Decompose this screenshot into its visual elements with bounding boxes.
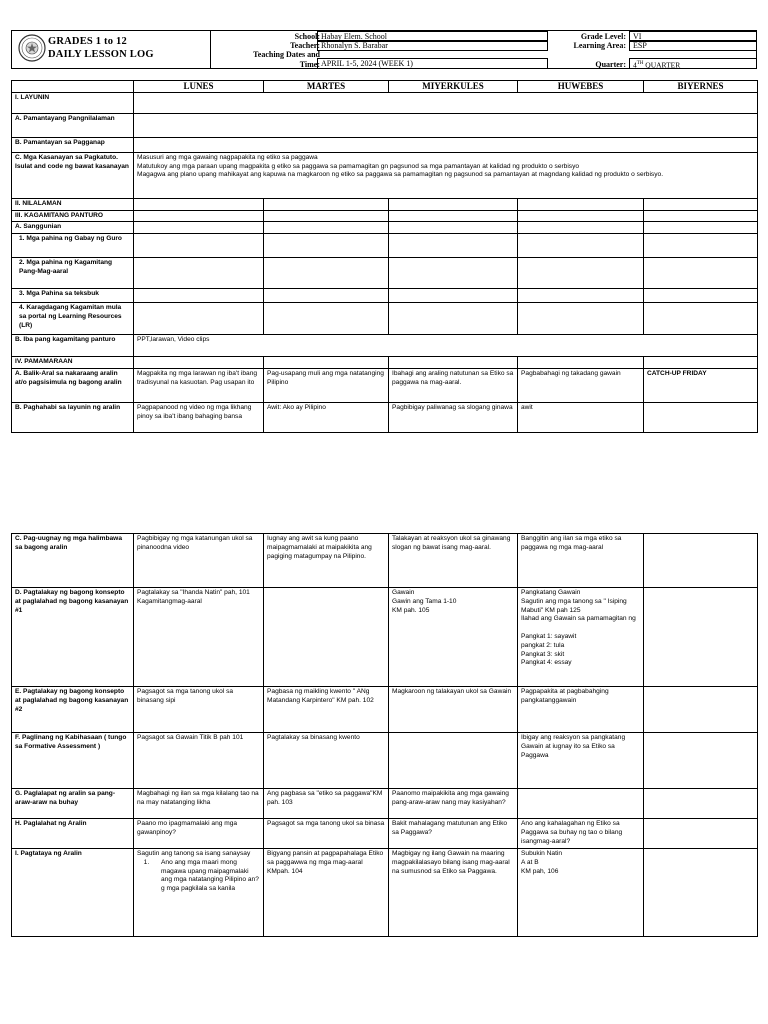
- paglalapat-miyerkules: Paanomo maipakikita ang mga gawaing pang-araw-araw nang may kasiyahan?: [389, 789, 518, 819]
- school-label: School:: [294, 32, 320, 41]
- row-label-teksbuk: 3. Mga Pahina sa teksbuk: [12, 289, 134, 303]
- lesson-table-part2: [11, 533, 758, 937]
- cell-lunes: [134, 234, 264, 258]
- table-row-pag-uugnay: [12, 534, 758, 588]
- cell-lunes: [134, 222, 264, 234]
- pagtataya-lunes-intro: Sagutin ang tanong sa isang sanaysay: [137, 850, 251, 857]
- table-row-nilalaman: [12, 198, 758, 210]
- cell-huwebes: [518, 198, 644, 210]
- cell-biyernes: [644, 234, 758, 258]
- cell-lunes: [134, 210, 264, 222]
- cell-martes: [264, 303, 389, 335]
- paglinang-huwebes: Ibigay ang reaksyon sa pangkatang Gawain at iugnay ito sa Etiko sa Paggawa: [518, 733, 644, 789]
- pagtataya-martes: Bigyang pansin at pagpapahalaga Etiko sa paggawwa ng mga mag-aaral KMpah. 104: [264, 849, 389, 937]
- row-label-paglalapat: G. Paglalapat ng aralin sa pang-araw-araw na buhay: [12, 789, 134, 819]
- cell-biyernes: [644, 849, 758, 937]
- cell-martes: [264, 357, 389, 369]
- pagtalakay2-huwebes: Pagpapakita at pagbabahging pangkatanggawain: [518, 687, 644, 733]
- row-label-balik-aral: A. Balik-Aral sa nakaraang aralin at/o pagsisimula ng bagong aralin: [12, 368, 134, 402]
- table-row-gabay: [12, 234, 758, 258]
- cell-biyernes: [644, 789, 758, 819]
- paghahabi-huwebes: awit: [518, 402, 644, 432]
- cell-huwebes: [518, 222, 644, 234]
- cell-biyernes: [644, 222, 758, 234]
- cell-huwebes: [518, 289, 644, 303]
- cell-martes: [264, 210, 389, 222]
- cell-martes: [264, 258, 389, 289]
- table-row-karagdagang: [12, 303, 758, 335]
- cell-biyernes: [644, 289, 758, 303]
- cell-huwebes: [518, 789, 644, 819]
- cell-biyernes: [644, 588, 758, 687]
- row-label-iba-pang: B. Iba pang kagamitang panturo: [12, 335, 134, 357]
- header-box: [11, 30, 757, 69]
- quarter-label: Quarter:: [595, 60, 626, 69]
- row-label-pagganap: B. Pamantayan sa Pagganap: [12, 137, 134, 152]
- table-row-pamamaraan: [12, 357, 758, 369]
- cell-biyernes: [644, 303, 758, 335]
- balik-aral-miyerkules: Ibahagi ang araling natutunan sa Etiko sa paggawa na mag-aaral.: [389, 368, 518, 402]
- day-header-miyerkules: MIYERKULES: [389, 81, 518, 93]
- pangnilalaman-cell: [134, 113, 758, 137]
- pagtataya-lunes: [134, 849, 264, 937]
- cell-miyerkules: [389, 258, 518, 289]
- balik-aral-lunes: Magpakita ng mga larawan ng iba't ibang tradisyunal na kasuotan. Pag usapan ito: [134, 368, 264, 402]
- cell-biyernes: [644, 687, 758, 733]
- paglinang-martes: Pagtalakay sa binasang kwento: [264, 733, 389, 789]
- table-row-teksbuk: [12, 289, 758, 303]
- day-header-row: [12, 81, 758, 93]
- row-label-pamamaraan: IV. PAMAMARAAN: [12, 357, 134, 369]
- teacher-label: Teacher:: [290, 41, 320, 50]
- paglalahat-miyerkules: Bakit mahalagang matutunan ang Etiko sa Paggawa?: [389, 819, 518, 849]
- form-title-line2: DAILY LESSON LOG: [48, 49, 154, 60]
- row-label-pagtataya: I. Pagtataya ng Aralin: [12, 849, 134, 937]
- cell-lunes: [134, 289, 264, 303]
- grade-level-label: Grade Level:: [580, 32, 626, 41]
- table-row-pangnilalaman: [12, 113, 758, 137]
- table-row-pagtalakay2: [12, 687, 758, 733]
- logo-cell: [12, 31, 211, 68]
- day-header-biyernes: BIYERNES: [644, 81, 758, 93]
- table-row-pagganap: [12, 137, 758, 152]
- row-label-nilalaman: II. NILALAMAN: [12, 198, 134, 210]
- cell-martes: [264, 198, 389, 210]
- pagtataya-lunes-item: 1. Ano ang mga maari mong magawa upang maipagmalaki ang mga natatanging Pilipino an?g mga pagkilala sa kanila: [151, 859, 260, 894]
- day-header-martes: MARTES: [264, 81, 389, 93]
- cell-martes: [264, 234, 389, 258]
- cell-huwebes: [518, 303, 644, 335]
- cell-lunes: [134, 357, 264, 369]
- pagtataya-miyerkules: Magbigay ng ilang Gawain na maaring magpakilalasayo bilang isang mag-aaral na sumusnod sa Etiko sa Paggawa.: [389, 849, 518, 937]
- cell-lunes: [134, 303, 264, 335]
- cell-biyernes: [644, 733, 758, 789]
- day-header-blank: [12, 81, 134, 93]
- pagtalakay1-huwebes: Pangkatang Gawain Sagutin ang mga tanong sa " Isiping Mabuti" KM pah 125 Ilahad ang Gawain sa pamamagitan ng Pangkat 1: sayawit pangkat 2: tula Pangkat 3: skit Pangkat 4: essay: [518, 588, 644, 687]
- pagganap-cell: [134, 137, 758, 152]
- paglalahat-martes: Pagsagot sa mga tanong ukol sa binasa: [264, 819, 389, 849]
- cell-biyernes: [644, 357, 758, 369]
- lesson-table-part1: [11, 80, 758, 433]
- row-label-pang-mag-aaral: 2. Mga pahina ng Kagamitang Pang-Mag-aaral: [12, 258, 134, 289]
- row-label-paglinang: F. Paglinang ng Kabihasaan ( tungo sa Formative Assessment ): [12, 733, 134, 789]
- pagtalakay1-lunes: Pagtalakay sa "Ihanda Natin" pah, 101 Kagamitangmag-aaral: [134, 588, 264, 687]
- quarter-suffix: TH: [636, 61, 644, 66]
- quarter-text: QUARTER: [643, 60, 681, 70]
- paghahabi-martes: Awit: Ako ay Pilipino: [264, 402, 389, 432]
- row-label-paghahabi: B. Paghahabi sa layunin ng aralin: [12, 402, 134, 432]
- paghahabi-lunes: Pagpapanood ng video ng mga likhang pinoy sa iba't ibang bahaging bansa: [134, 402, 264, 432]
- kasanayan-cell: Masusuri ang mga gawaing nagpapakita ng etiko sa paggawa Matutukoy ang mga paraan upang magpakita g etiko sa paggawa sa pamamagitan gn pagsunod sa mga pamantayan at kalidad ng produkto o serbisyo Magagwa ang plano upang mahikayat ang kapuwa na magkaroon ng etiko sa paggawa sa pamamagitan ng pagsunod sa pamantayan at magndang kalidad ng produkto o serbisyo.: [134, 152, 758, 198]
- cell-miyerkules: [389, 733, 518, 789]
- cell-lunes: [134, 258, 264, 289]
- cell-biyernes: [644, 402, 758, 432]
- cell-biyernes: [644, 258, 758, 289]
- pagtalakay1-miyerkules: Gawain Gawin ang Tama 1-10 KM pah. 105: [389, 588, 518, 687]
- cell-huwebes: [518, 210, 644, 222]
- quarter-value: [629, 58, 757, 69]
- deped-seal-icon: [18, 34, 46, 62]
- row-label-karagdagang: 4. Karagdagang Kagamitan mula sa portal ng Learning Resources (LR): [12, 303, 134, 335]
- cell-martes: [264, 588, 389, 687]
- table-row-layunin: [12, 92, 758, 113]
- cell-miyerkules: [389, 234, 518, 258]
- grade-level-value: VI: [629, 31, 757, 42]
- learning-area-label: Learning Area:: [573, 41, 626, 50]
- teaching-dates-label-line1: Teaching Dates and: [253, 50, 320, 59]
- pag-uugnay-miyerkules: Talakayan at reaksyon ukol sa ginawang slogan ng bawat isang mag-aaral.: [389, 534, 518, 588]
- school-value: Habay Elem. School: [317, 31, 548, 42]
- paglalahat-lunes: Paano mo ipagmamalaki ang mga gawanpinoy?: [134, 819, 264, 849]
- day-header-huwebes: HUWEBES: [518, 81, 644, 93]
- cell-martes: [264, 289, 389, 303]
- day-header-lunes: LUNES: [134, 81, 264, 93]
- table-row-sanggunian: [12, 222, 758, 234]
- teacher-value: Rhonalyn S. Barabar: [317, 40, 548, 51]
- pagtalakay2-martes: Pagbasa ng maikling kwento " ANg Matandang Karpintero" KM pah. 102: [264, 687, 389, 733]
- cell-miyerkules: [389, 357, 518, 369]
- cell-biyernes: [644, 819, 758, 849]
- cell-huwebes: [518, 234, 644, 258]
- table-row-pagtalakay1: [12, 588, 758, 687]
- cell-miyerkules: [389, 303, 518, 335]
- cell-biyernes: [644, 534, 758, 588]
- row-label-paglalahat: H. Paglalahat ng Aralin: [12, 819, 134, 849]
- table-row-paglinang: [12, 733, 758, 789]
- paglalahat-huwebes: Ano ang kahalagahan ng Etiko sa Paggawa sa buhay ng tao o bilang isangmag-aaral?: [518, 819, 644, 849]
- cell-miyerkules: [389, 222, 518, 234]
- cell-miyerkules: [389, 198, 518, 210]
- cell-lunes: [134, 198, 264, 210]
- cell-miyerkules: [389, 289, 518, 303]
- quarter-number: 4: [633, 60, 637, 70]
- table-row-iba-pang: [12, 335, 758, 357]
- iba-pang-cell: PPT,larawan, Video clips: [134, 335, 758, 357]
- paglalapat-lunes: Magbahagi ng ilan sa mga kilalang tao na na may natatanging likha: [134, 789, 264, 819]
- row-label-sanggunian: A. Sanggunian: [12, 222, 134, 234]
- row-label-pagtalakay2: E. Pagtalakay ng bagong konsepto at paglalahad ng bagong kasanayan #2: [12, 687, 134, 733]
- table-row-paglalapat: [12, 789, 758, 819]
- row-label-pagtalakay1: D. Pagtalakay ng bagong konsepto at paglalahad ng bagong kasanayan #1: [12, 588, 134, 687]
- balik-aral-huwebes: Pagbabahagi ng takadang gawain: [518, 368, 644, 402]
- row-label-pangnilalaman: A. Pamantayang Pangnilalaman: [12, 113, 134, 137]
- paghahabi-miyerkules: Pagbibigay paliwanag sa slogang ginawa: [389, 402, 518, 432]
- pagtataya-huwebes: Subukin Natin A at B KM pah, 106: [518, 849, 644, 937]
- paglinang-lunes: Pagsagot sa Gawain Titik B pah 101: [134, 733, 264, 789]
- layunin-cell: [134, 92, 758, 113]
- table-row-balik-aral: [12, 368, 758, 402]
- table-row-pagtataya: [12, 849, 758, 937]
- cell-biyernes: [644, 198, 758, 210]
- pag-uugnay-huwebes: Banggitin ang ilan sa mga etiko sa paggawa ng mga mag-aaral: [518, 534, 644, 588]
- cell-huwebes: [518, 357, 644, 369]
- balik-aral-biyernes: CATCH-UP FRIDAY: [644, 368, 758, 402]
- table-row-paghahabi: [12, 402, 758, 432]
- row-label-pag-uugnay: C. Pag-uugnay ng mga halimbawa sa bagong aralin: [12, 534, 134, 588]
- row-label-layunin: I. LAYUNIN: [12, 92, 134, 113]
- row-label-kasanayan: C. Mga Kasanayan sa Pagkatuto. Isulat and code ng bawat kasanayan: [12, 152, 134, 198]
- pagtalakay2-miyerkules: Magkaroon ng talakayan ukol sa Gawain: [389, 687, 518, 733]
- paglalapat-martes: Ang pagbasa sa "etiko sa paggawa"KM pah. 103: [264, 789, 389, 819]
- table-row-pang-mag-aaral: [12, 258, 758, 289]
- form-title-line1: GRADES 1 to 12: [48, 36, 127, 47]
- cell-biyernes: [644, 210, 758, 222]
- pag-uugnay-lunes: Pagbibigay ng mga katanungan ukol sa pinanoodna video: [134, 534, 264, 588]
- cell-martes: [264, 222, 389, 234]
- balik-aral-martes: Pag-usapang muli ang mga natatanging Pilipino: [264, 368, 389, 402]
- row-label-gabay: 1. Mga pahina ng Gabay ng Guro: [12, 234, 134, 258]
- pagtataya-lunes-list: [137, 859, 260, 894]
- learning-area-value: ESP: [629, 40, 757, 51]
- teaching-dates-label-line2: Time:: [299, 60, 320, 69]
- pag-uugnay-martes: Iugnay ang awit sa kung paano maipagmamalaki at maipakikita ang pagiging matagumpay na Pilipino.: [264, 534, 389, 588]
- cell-huwebes: [518, 258, 644, 289]
- pagtalakay2-lunes: Pagsagot sa mga tanong ukol sa binasang sipi: [134, 687, 264, 733]
- row-label-kagamitang: III. KAGAMITANG PANTURO: [12, 210, 134, 222]
- table-row-paglalahat: [12, 819, 758, 849]
- teaching-dates-value: APRIL 1-5, 2024 (WEEK 1): [317, 58, 548, 69]
- cell-miyerkules: [389, 210, 518, 222]
- table-row-kasanayan: [12, 152, 758, 198]
- table-row-kagamitang: [12, 210, 758, 222]
